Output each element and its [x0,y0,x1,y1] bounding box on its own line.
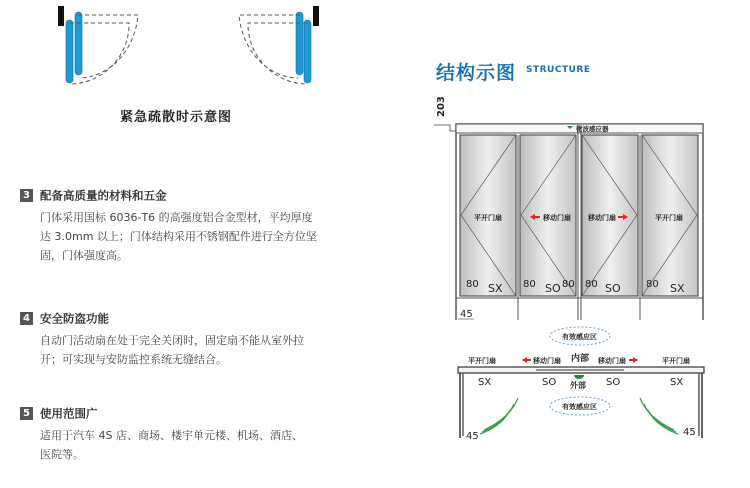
svg-text:80: 80 [562,279,575,290]
svg-text:SO: SO [542,377,557,388]
svg-text:80: 80 [523,279,536,290]
height-dim: 203 [436,96,447,117]
feature-number: 3 [20,189,33,202]
door-leaf-left-outer [66,20,73,83]
svg-text:SO: SO [605,282,621,295]
svg-text:外部: 外部 [570,381,586,390]
structure-subtitle: STRUCTURE [526,65,591,75]
evacuation-diagram [0,0,375,100]
feature-title: 安全防盗功能 [40,311,109,326]
svg-text:SO: SO [606,377,621,388]
door-leaf-right-outer [304,20,311,83]
svg-text:SX: SX [670,377,684,388]
sensor-label: 微波感应器 [576,125,609,133]
arrow-left-icon [522,357,531,363]
evacuation-caption: 紧急疏散时示意图 [120,110,233,125]
plan-drawing [440,318,720,448]
svg-text:45: 45 [683,427,696,438]
svg-text:SO: SO [545,282,561,295]
svg-text:80: 80 [466,279,479,290]
door-leaf-left-inner [75,12,82,75]
elevation-drawing [430,95,720,320]
svg-text:有效感应区: 有效感应区 [562,333,597,341]
feature-body: 门体采用国标 6036-T6 的高强度铝合金型材，平均厚度 达 3.0mm 以上；门体结构采用不锈钢配件进行全方位坚 固，门体强度高。 [40,211,317,262]
feature-usage [20,403,340,464]
svg-text:移动门扇: 移动门扇 [533,357,561,365]
svg-text:移动门扇: 移动门扇 [588,214,616,222]
svg-text:平开门扇: 平开门扇 [662,357,690,365]
svg-text:平开门扇: 平开门扇 [468,357,496,365]
structure-title: 结构示图 [436,62,517,84]
svg-text:移动门扇: 移动门扇 [543,214,571,222]
feature-number: 5 [20,407,33,420]
svg-text:移动门扇: 移动门扇 [598,357,626,365]
feature-title: 配备高质量的材料和五金 [40,188,167,203]
svg-text:有效感应区: 有效感应区 [562,403,597,411]
svg-text:平开门扇: 平开门扇 [474,214,502,222]
svg-text:SX: SX [670,282,685,295]
wall-stub-right [313,6,319,26]
feature-materials [20,185,340,265]
svg-text:SX: SX [488,282,503,295]
feature-number: 4 [20,312,33,325]
svg-text:80: 80 [646,279,659,290]
arrow-right-icon [629,357,638,363]
svg-text:平开门扇: 平开门扇 [655,214,683,222]
svg-text:内部: 内部 [571,354,590,364]
feature-body: 适用于汽车 4S 店、商场、楼宇单元楼、机场、酒店、 医院等。 [40,429,303,461]
svg-text:45: 45 [466,431,479,442]
bottom-dim: 45 [460,309,473,320]
feature-title: 使用范围广 [40,406,98,421]
feature-body: 自动门活动扇在处于完全关闭时，固定扇不能从室外拉 开；可实现与安防监控系统无缝结合。 [40,334,304,366]
wall-stub-left [58,6,64,26]
svg-text:80: 80 [585,279,598,290]
feature-security [20,308,340,369]
svg-text:SX: SX [478,377,492,388]
door-leaf-right-inner [296,12,303,75]
